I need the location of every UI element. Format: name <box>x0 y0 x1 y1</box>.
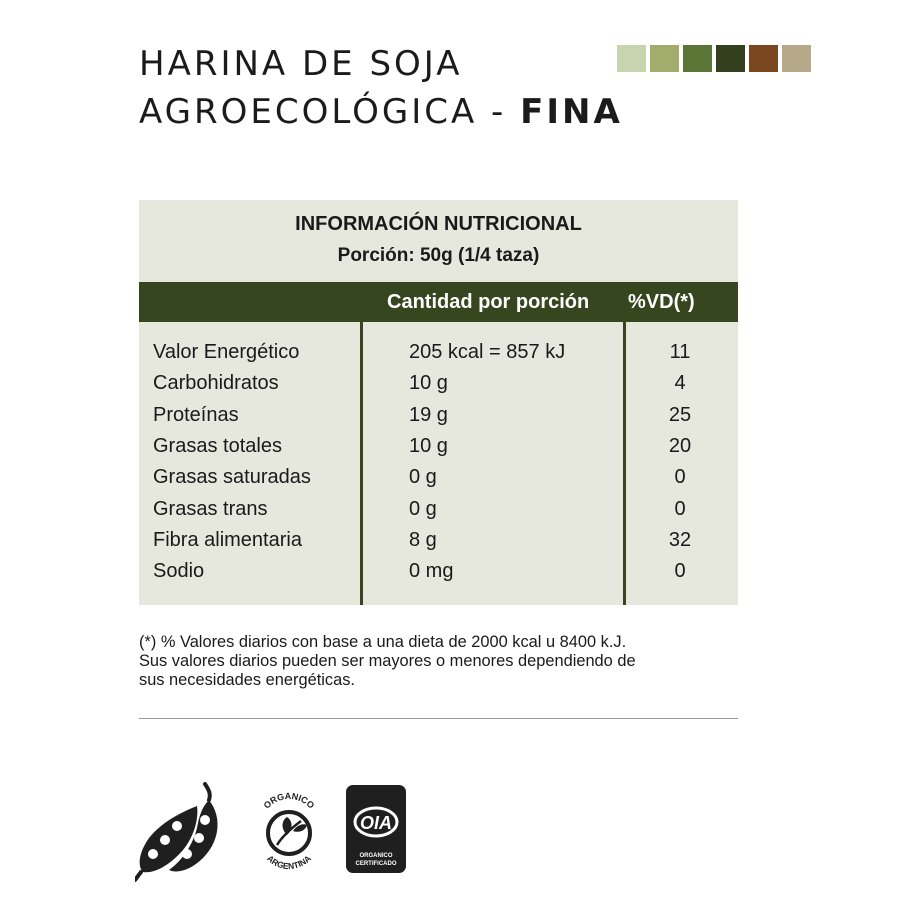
footnote-line: (*) % Valores diarios con base a una dieta de 2000 kcal u 8400 k.J. <box>139 633 627 651</box>
nutrient-vd: 25 <box>668 404 692 426</box>
nutrient-vd: 32 <box>668 529 692 551</box>
panel-header <box>139 200 738 267</box>
color-palette <box>617 45 811 72</box>
nutrient-amount: 0 g <box>409 466 437 488</box>
table-row <box>139 529 738 560</box>
nutrient-vd: 0 <box>674 466 686 488</box>
palette-swatch <box>650 45 679 72</box>
vd-column-header: %VD(*) <box>628 291 695 313</box>
palette-swatch <box>782 45 811 72</box>
nutrient-amount: 19 g <box>409 404 448 426</box>
title-line-2: AGROECOLÓGICA - FINA <box>139 92 623 132</box>
seal-bottom-text: ARGENTINA <box>265 853 313 872</box>
palette-swatch <box>749 45 778 72</box>
nutrient-vd: 11 <box>669 341 691 363</box>
table-row <box>139 372 738 403</box>
nutrient-amount: 205 kcal = 857 kJ <box>409 341 566 363</box>
nutrient-vd: 20 <box>668 435 692 457</box>
table-row <box>139 498 738 529</box>
nutrient-amount: 0 g <box>409 498 437 520</box>
oia-line-2: CERTIFICADO <box>355 861 397 867</box>
nutrient-amount: 0 mg <box>409 560 454 582</box>
table-row <box>139 404 738 435</box>
footnote-line: Sus valores diarios pueden ser mayores o menores dependiendo de <box>139 652 636 670</box>
table-row <box>139 435 738 466</box>
footnote <box>139 633 749 690</box>
nutrient-name: Valor Energético <box>153 341 300 363</box>
footnote-line: sus necesidades energéticas. <box>139 671 355 689</box>
organico-argentina-seal-icon <box>253 783 325 881</box>
table-row <box>139 341 738 372</box>
svg-text:ORGANICO <box>262 791 317 811</box>
palette-swatch <box>716 45 745 72</box>
nutrient-name: Proteínas <box>153 404 239 426</box>
nutrient-amount: 8 g <box>409 529 437 551</box>
seal-top-text: ORGANICO <box>261 790 317 811</box>
portion-label: Porción: 50g (1/4 taza) <box>337 245 540 266</box>
nutrient-vd: 0 <box>674 498 686 520</box>
nutrition-panel <box>139 200 738 605</box>
nutrient-name: Grasas totales <box>153 435 282 457</box>
oia-certified-seal-icon <box>345 784 407 874</box>
nutrient-name: Grasas saturadas <box>153 466 311 488</box>
title-line-1: HARINA DE SOJA <box>139 44 463 84</box>
product-title <box>139 40 623 136</box>
palette-swatch <box>683 45 712 72</box>
divider <box>139 718 738 719</box>
nutrient-name: Sodio <box>153 560 205 582</box>
nutrient-vd: 0 <box>674 560 686 582</box>
soybean-pod-icon <box>135 780 227 882</box>
table-row <box>139 466 738 497</box>
nutrient-vd: 4 <box>674 372 686 394</box>
nutrient-name: Grasas trans <box>153 498 268 520</box>
panel-heading: INFORMACIÓN NUTRICIONAL <box>295 213 582 235</box>
column-header-bar <box>139 282 738 322</box>
palette-swatch <box>617 45 646 72</box>
oia-logo-text: OIA <box>359 813 393 833</box>
oia-line-1: ORGANICO <box>359 853 393 859</box>
nutrient-name: Carbohidratos <box>153 372 279 394</box>
table-row <box>139 560 738 591</box>
title-bold-word: FINA <box>520 92 623 132</box>
amount-column-header: Cantidad por porción <box>387 291 590 313</box>
nutrient-amount: 10 g <box>409 435 448 457</box>
nutrient-name: Fibra alimentaria <box>153 529 302 551</box>
nutrient-amount: 10 g <box>409 372 448 394</box>
